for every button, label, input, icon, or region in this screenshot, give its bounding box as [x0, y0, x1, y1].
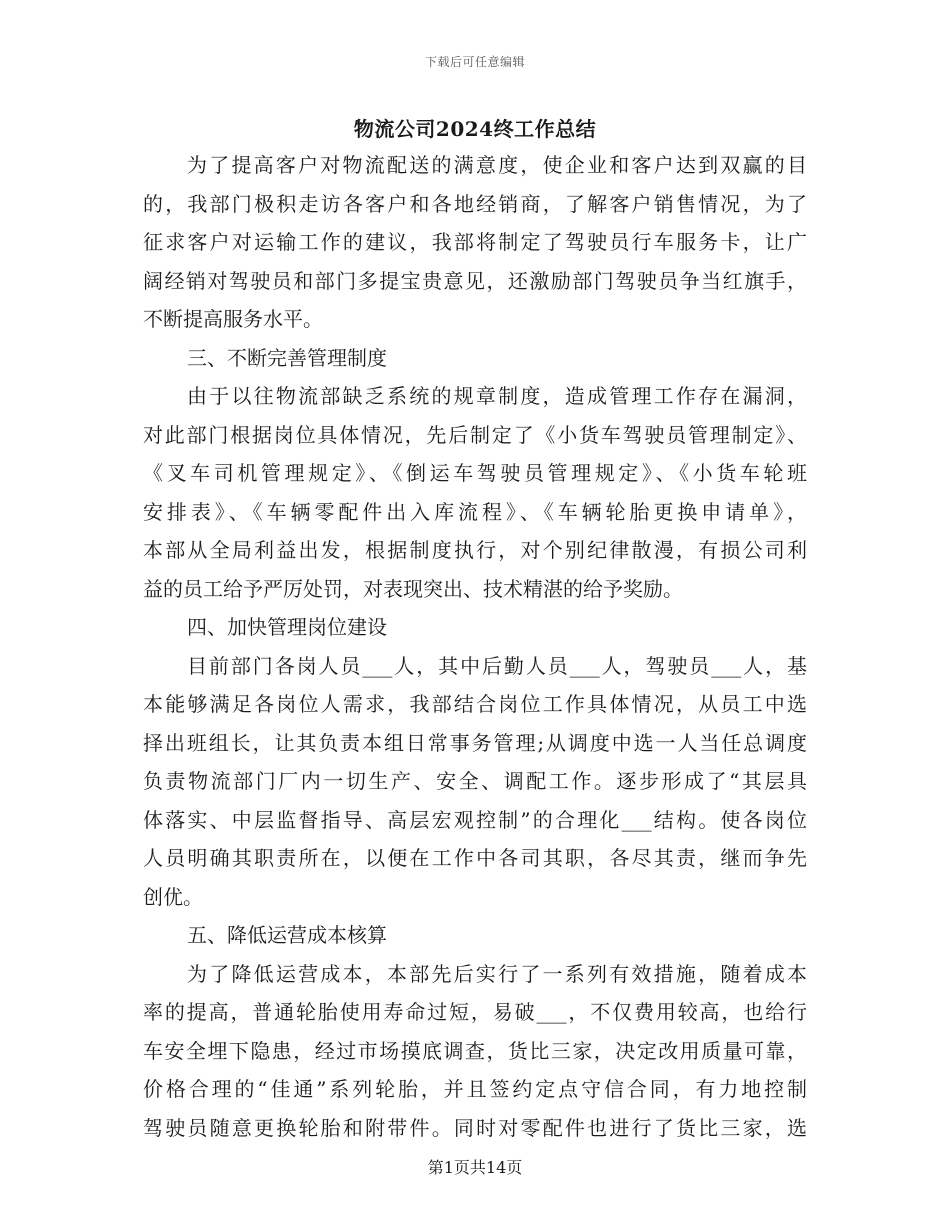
- body-line: 益的员工给予严厉处罚，对表现突出、技术精湛的给予奖励。: [143, 576, 683, 601]
- body-line: 驾驶员随意更换轮胎和附带件。同时对零配件也进行了货比三家，选: [143, 1115, 807, 1140]
- body-line: 车安全埋下隐患，经过市场摸底调查，货比三家，决定改用质量可靠，: [143, 1038, 807, 1063]
- body-line: 征求客户对运输工作的建议，我部将制定了驾驶员行车服务卡，让广: [143, 230, 807, 254]
- body-line: 的，我部门极积走访各客户和各地经销商，了解客户销售情况，为了: [143, 191, 807, 216]
- body-line: 《叉车司机管理规定》、《倒运车驾驶员管理规定》、《小货车轮班: [143, 461, 807, 485]
- body-line: 人员明确其职责所在，以便在工作中各司其职，各尽其责，继而争先: [143, 846, 807, 870]
- body-line: 不断提高服务水平。: [143, 307, 323, 331]
- body-line: 创优。: [143, 884, 203, 909]
- body-line: 由于以往物流部缺乏系统的规章制度，造成管理工作存在漏洞，: [187, 384, 807, 408]
- body-line: 体落实、中层监督指导、高层宏观控制”的合理化___结构。使各岗位: [143, 807, 807, 832]
- body-line: 安排表》、《车辆零配件出入库流程》、《车辆轮胎更换申请单》，: [143, 499, 807, 524]
- body-line: 本能够满足各岗位人需求，我部结合岗位工作具体情况，从员工中选: [143, 692, 807, 716]
- body-line: 目前部门各岗人员___人，其中后勤人员___人，驾驶员___人，基: [187, 653, 807, 678]
- body-line: 对此部门根据岗位具体情况，先后制定了《小货车驾驶员管理制定》、: [143, 422, 807, 447]
- body-line: 率的提高，普通轮胎使用寿命过短，易破___，不仅费用较高，也给行: [143, 1000, 807, 1024]
- section-heading: 五、降低运营成本核算: [187, 923, 387, 947]
- body-line: 为了降低运营成本，本部先后实行了一系列有效措施，随着成本: [187, 961, 807, 986]
- page-number-footer: 第1页共14页: [427, 1158, 523, 1177]
- body-line: 阔经销对驾驶员和部门多提宝贵意见，还激励部门驾驶员争当红旗手，: [143, 268, 807, 293]
- body-line: 价格合理的“佳通”系列轮胎，并且签约定点守信合同，有力地控制: [143, 1077, 807, 1101]
- body-line: 为了提高客户对物流配送的满意度，使企业和客户达到双赢的目: [187, 153, 807, 177]
- document-body: [143, 146, 807, 1147]
- body-line: 负责物流部门厂内一切生产、安全、调配工作。逐步形成了“其层具: [143, 769, 807, 793]
- header-note: 下载后可任意编辑: [424, 55, 525, 69]
- body-line: 本部从全局利益出发，根据制度执行，对个别纪律散漫，有损公司利: [143, 538, 807, 562]
- document-title: 物流公司2024终工作总结: [353, 117, 597, 141]
- section-heading: 三、不断完善管理制度: [187, 345, 387, 370]
- section-heading: 四、加快管理岗位建设: [187, 615, 387, 639]
- body-line: 择出班组长，让其负责本组日常事务管理;从调度中选一人当任总调度: [143, 730, 807, 755]
